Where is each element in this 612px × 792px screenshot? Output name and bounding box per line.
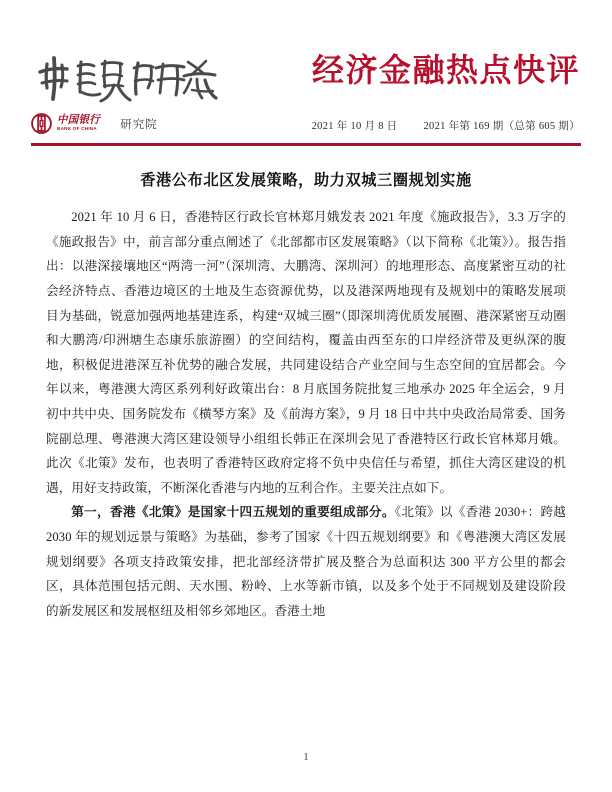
page-number: 1 xyxy=(303,752,309,763)
masthead xyxy=(0,0,612,150)
page-title: 香港公布北区发展策略，助力双城三圈规划实施 xyxy=(140,172,472,189)
bank-of-china-logo-icon xyxy=(31,113,52,134)
boc-wordmark xyxy=(57,115,102,132)
paragraph-text: 2021 年 10 月 6 日，香港特区行政长官林郑月娥发表 2021 年度《施政报告》，3.3 万字的《施政报告》中，前言部分重点阐述了《北部都市区发展策略》（以下简称《北策》）。报告指出：以港深接壤地区“两湾一河”（深圳湾、大鹏湾、深圳河）的地理形态、高度紧密互动的社会经济特点、香港边境区的土地及生态资源优势，以及港深两地现有及规划中的策略发展项目为基础，锐意加强两地基建连系，构建“双城三圈”（即深圳湾优质发展圈、港深紧密互动圈和大鹏湾/印洲塘生态康乐旅游圈）的空间结构，覆盖由西至东的口岸经济带及更纵深的腹地，积极促进港深互补优势的融合发展，共同建设结合产业空间与生态空间的宜居都会。今年以来，粤港澳大湾区系列利好政策出台：8 月底国务院批复三地承办 2025 年全运会，9 月初中共中央、国务院发布《横琴方案》及《前海方案》，9 月 18 日中共中央政治局常委、国务院副总理、粤港澳大湾区建设领导小组组长韩正在深圳会见了香港特区行政长官林郑月娥。此次《北策》发布，也表明了香港特区政府定将不负中央信任与希望，抓住大湾区建设的机遇，用好支持政策，不断深化香港与内地的互利合作。主要关注点如下。 xyxy=(46,210,566,495)
masthead-divider xyxy=(31,143,581,146)
series-title: 经济金融热点快评 xyxy=(311,52,580,88)
publish-date: 2021 年 10 月 8 日 xyxy=(311,121,398,132)
article xyxy=(46,170,566,623)
brand-script-logo xyxy=(34,52,224,104)
boc-lockup xyxy=(31,113,158,134)
boc-name-en: BANK OF CHINA xyxy=(57,126,97,132)
paragraph-intro xyxy=(46,205,566,500)
paragraph-lead: 第一，香港《北策》是国家十四五规划的重要组成部分。 xyxy=(71,505,395,520)
paragraph-text: 《北策》以《香港 2030+：跨越 2030 年的规划远景与策略》为基础，参考了国家《十四五规划纲要》和《粤港澳大湾区发展规划纲要》各项支持政策安排，把北部经济带扩展及整合为总面积达 300 平方公里的都会区，具体范围包括元朗、天水围、粉岭、上水等新市镇，以及多个处于不同规划及建设阶段的新发展区和发展枢纽及相邻乡郊地区。香港土地 xyxy=(46,505,566,618)
paragraph-point-one xyxy=(46,500,566,623)
institute-label: 研究院 xyxy=(120,118,158,131)
issue-line xyxy=(312,118,580,133)
boc-name-cn: 中国银行 xyxy=(57,113,100,126)
issue-number: 2021 年第 169 期（总第 605 期） xyxy=(423,121,580,132)
